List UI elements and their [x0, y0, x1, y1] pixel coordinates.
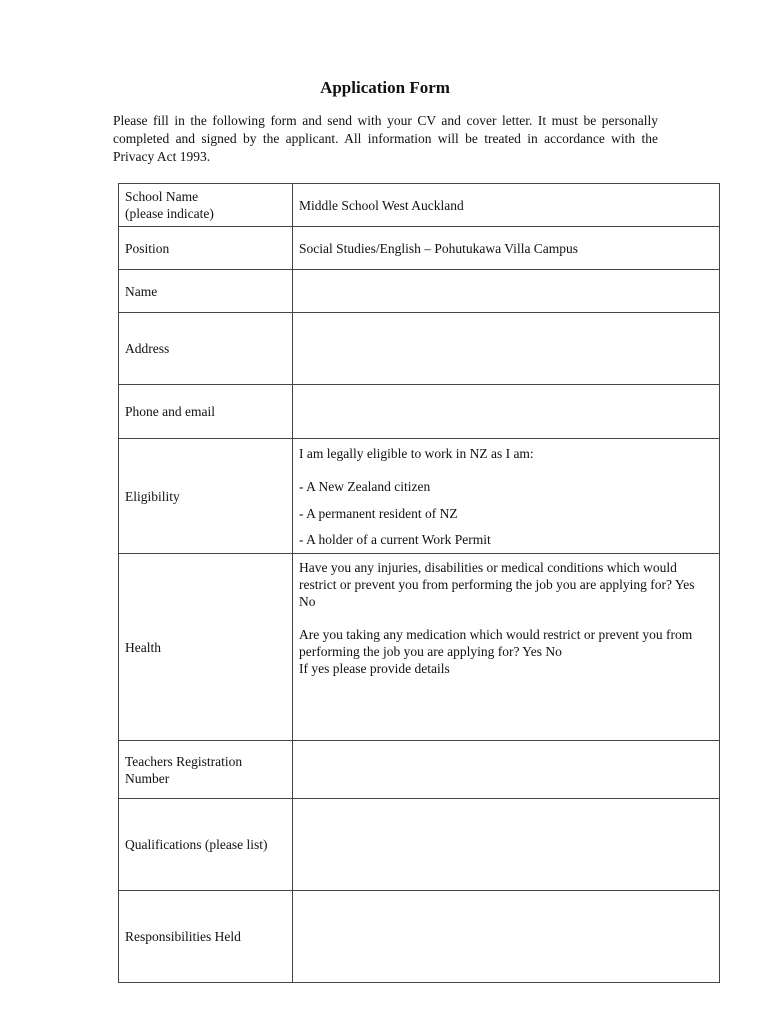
registration-label-line2: Number	[125, 770, 170, 786]
row-qualifications	[119, 799, 720, 891]
health-details-prompt: If yes please provide details	[299, 661, 450, 676]
address-label: Address	[119, 313, 293, 385]
position-field[interactable]: Social Studies/English – Pohutukawa Villa Campus	[293, 227, 720, 270]
school-name-field[interactable]: Middle School West Auckland	[293, 184, 720, 227]
health-question-conditions: Have you any injuries, disabilities or medical conditions which would restrict or prevent you from performing the job you are applying for? Yes No	[299, 560, 695, 609]
address-field[interactable]	[293, 313, 720, 385]
health-label: Health	[119, 554, 293, 741]
responsibilities-field[interactable]	[293, 891, 720, 983]
eligibility-option-citizen[interactable]: - A New Zealand citizen	[299, 479, 431, 494]
intro-paragraph: Please fill in the following form and send with your CV and cover letter. It must be personally completed and signed by the applicant. All information will be treated in accordance with the Privacy Act 1993.	[113, 113, 658, 164]
qualifications-field[interactable]	[293, 799, 720, 891]
registration-label	[119, 741, 293, 799]
row-position	[119, 227, 720, 270]
row-school-name	[119, 184, 720, 227]
name-label: Name	[119, 270, 293, 313]
phone-email-field[interactable]	[293, 385, 720, 439]
qualifications-label: Qualifications (please list)	[119, 799, 293, 891]
school-name-label-line1: School Name	[125, 189, 199, 204]
row-phone-email	[119, 385, 720, 439]
school-name-label	[119, 184, 293, 227]
school-name-label-line2: (please indicate)	[125, 206, 214, 221]
row-name	[119, 270, 720, 313]
phone-email-label: Phone and email	[119, 385, 293, 439]
eligibility-label: Eligibility	[119, 439, 293, 554]
eligibility-intro: I am legally eligible to work in NZ as I am:	[299, 446, 534, 461]
row-eligibility	[119, 439, 720, 554]
row-responsibilities	[119, 891, 720, 983]
health-field	[293, 554, 720, 741]
row-health	[119, 554, 720, 741]
name-field[interactable]	[293, 270, 720, 313]
row-address	[119, 313, 720, 385]
responsibilities-label: Responsibilities Held	[119, 891, 293, 983]
application-table	[118, 183, 720, 983]
eligibility-option-work-permit[interactable]: - A holder of a current Work Permit	[299, 532, 491, 547]
health-question-medication: Are you taking any medication which would restrict or prevent you from performing the job you are applying for? Yes No	[299, 627, 693, 659]
position-label: Position	[119, 227, 293, 270]
registration-label-line1: Teachers Registration	[125, 753, 243, 769]
eligibility-option-resident[interactable]: - A permanent resident of NZ	[299, 506, 458, 521]
eligibility-field	[293, 439, 720, 554]
registration-field[interactable]	[293, 741, 720, 799]
form-title: Application Form	[320, 78, 450, 97]
row-registration	[119, 741, 720, 799]
